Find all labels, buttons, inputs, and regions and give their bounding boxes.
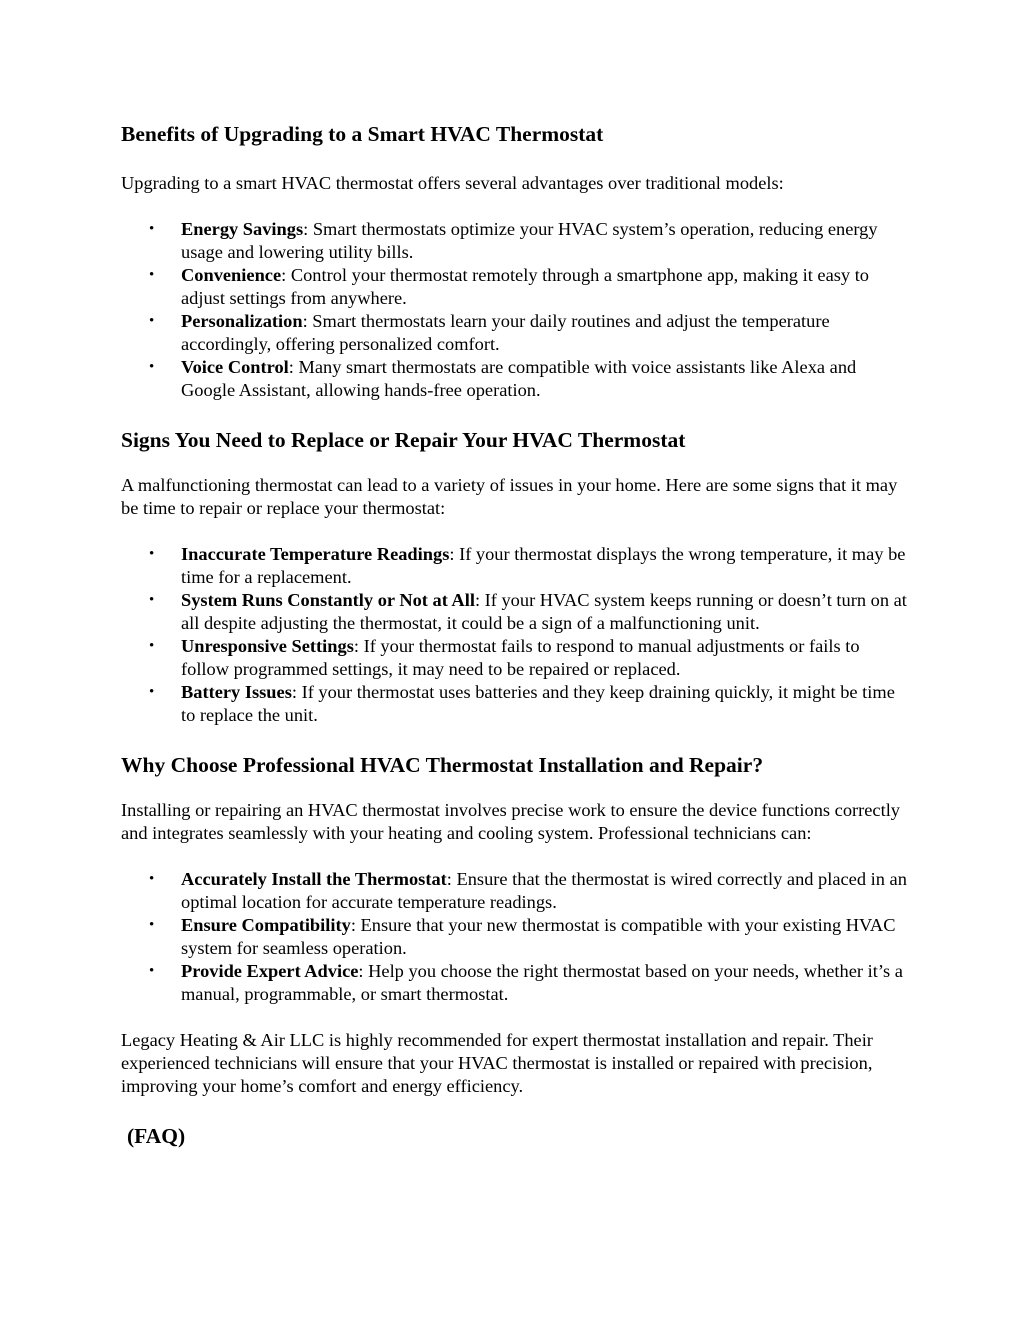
list-item-term: Ensure Compatibility [181, 915, 351, 935]
list-item-term: Personalization [181, 311, 303, 331]
bullet-icon: • [149, 592, 155, 608]
document-page [121, 120, 911, 1150]
list-item [121, 310, 911, 356]
list-item [121, 681, 911, 727]
bullet-icon: • [149, 638, 155, 654]
bullet-icon: • [149, 546, 155, 562]
professional-list [121, 868, 911, 1006]
list-item-text: : If your thermostat uses batteries and they keep draining quickly, it might be time to replace the unit. [181, 682, 895, 725]
list-item [121, 635, 911, 681]
bullet-icon: • [149, 917, 155, 933]
bullet-icon: • [149, 871, 155, 887]
signs-list [121, 543, 911, 727]
intro-paragraph-benefits: Upgrading to a smart HVAC thermostat offers several advantages over traditional models: [121, 173, 784, 193]
bullet-icon: • [149, 963, 155, 979]
bullet-icon: • [149, 267, 155, 283]
list-item-text: : Control your thermostat remotely through a smartphone app, making it easy to adjust settings from anywhere. [181, 265, 869, 308]
list-item [121, 868, 911, 914]
list-item [121, 543, 911, 589]
intro-paragraph-professional: Installing or repairing an HVAC thermostat involves precise work to ensure the device functions correctly and integrates seamlessly with your heating and cooling system. Professional technicians can: [121, 800, 900, 843]
list-item-term: Energy Savings [181, 219, 304, 239]
section-heading-benefits: Benefits of Upgrading to a Smart HVAC Thermostat [121, 122, 604, 146]
list-item [121, 218, 911, 264]
list-item-term: Unresponsive Settings [181, 636, 354, 656]
list-item-term: Provide Expert Advice [181, 961, 359, 981]
bullet-icon: • [149, 359, 155, 375]
faq-heading: (FAQ) [127, 1124, 186, 1148]
list-item-term: Voice Control [181, 357, 289, 377]
list-item-text: : Smart thermostats optimize your HVAC system’s operation, reducing energy usage and lowering utility bills. [181, 219, 878, 262]
list-item-text: : Smart thermostats learn your daily routines and adjust the temperature accordingly, offering personalized comfort. [181, 311, 830, 354]
section-heading-signs: Signs You Need to Replace or Repair Your HVAC Thermostat [121, 428, 686, 452]
intro-paragraph-signs: A malfunctioning thermostat can lead to a variety of issues in your home. Here are some signs that it may be time to repair or replace your thermostat: [121, 475, 898, 518]
list-item [121, 589, 911, 635]
list-item-text: : Many smart thermostats are compatible with voice assistants like Alexa and Google Assistant, allowing hands-free operation. [181, 357, 857, 400]
list-item [121, 960, 911, 1006]
list-item-text: : Ensure that the thermostat is wired correctly and placed in an optimal location for accurate temperature readings. [181, 869, 907, 912]
section-heading-professional: Why Choose Professional HVAC Thermostat Installation and Repair? [121, 753, 764, 777]
bullet-icon: • [149, 684, 155, 700]
list-item-text: : If your thermostat fails to respond to manual adjustments or fails to follow programmed settings, it may need to be repaired or replaced. [181, 636, 860, 679]
list-item-text: : Help you choose the right thermostat based on your needs, whether it’s a manual, programmable, or smart thermostat. [181, 961, 903, 1004]
closing-paragraph: Legacy Heating & Air LLC is highly recommended for expert thermostat installation and repair. Their experienced technicians will ensure that your HVAC thermostat is installed or repaired with precision, improving your home’s comfort and energy efficiency. [121, 1030, 873, 1096]
list-item-term: Battery Issues [181, 682, 292, 702]
list-item [121, 356, 911, 402]
list-item-term: Inaccurate Temperature Readings [181, 544, 450, 564]
benefits-list [121, 218, 911, 402]
list-item-text: : If your HVAC system keeps running or doesn’t turn on at all despite adjusting the thermostat, it could be a sign of a malfunctioning unit. [181, 590, 907, 633]
bullet-icon: • [149, 221, 155, 237]
list-item-text: : If your thermostat displays the wrong temperature, it may be time for a replacement. [181, 544, 906, 587]
list-item-term: Accurately Install the Thermostat [181, 869, 447, 889]
list-item-term: Convenience [181, 265, 282, 285]
list-item-term: System Runs Constantly or Not at All [181, 590, 475, 610]
list-item [121, 264, 911, 310]
bullet-icon: • [149, 313, 155, 329]
list-item-text: : Ensure that your new thermostat is compatible with your existing HVAC system for seamless operation. [181, 915, 896, 958]
list-item [121, 914, 911, 960]
